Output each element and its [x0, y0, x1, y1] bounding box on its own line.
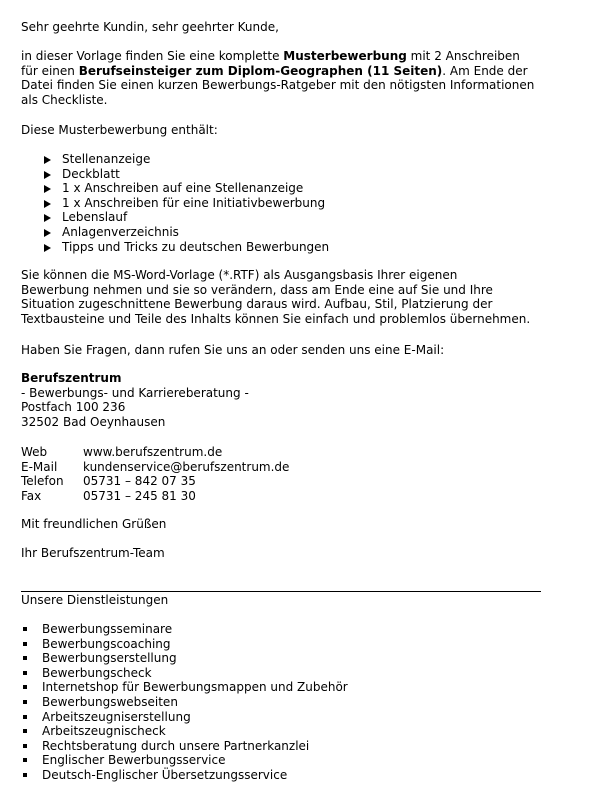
company-tagline: - Bewerbungs- und Karriereberatung - — [21, 385, 249, 400]
usage-paragraph — [21, 268, 530, 326]
intro-line: als Checkliste. — [21, 92, 108, 107]
contact-label: Telefon — [21, 474, 64, 488]
list-item: Deckblatt — [21, 167, 329, 182]
list-item: Tipps und Tricks zu deutschen Bewerbungen — [21, 240, 329, 255]
fax-value: 05731 – 245 81 30 — [83, 488, 196, 503]
list-item: Englischer Bewerbungsservice — [21, 753, 348, 768]
list-item: Arbeitszeugniserstellung — [21, 710, 348, 725]
list-item: Bewerbungscoaching — [21, 637, 348, 652]
company-city: 32502 Bad Oeynhausen — [21, 414, 166, 429]
list-item: Bewerbungswebseiten — [21, 695, 348, 710]
contact-row-web — [21, 445, 289, 460]
list-item: Rechtsberatung durch unsere Partnerkanzlei — [21, 739, 348, 754]
contents-heading: Diese Musterbewerbung enthält: — [21, 123, 218, 137]
list-item: Arbeitszeugnischeck — [21, 724, 348, 739]
email-link[interactable]: kundenservice@berufszentrum.de — [83, 459, 290, 474]
contact-label: E-Mail — [21, 459, 58, 474]
usage-line: Sie können die MS-Word-Vorlage (*.RTF) als Ausgangsbasis Ihrer eigenen — [21, 268, 458, 282]
intro-paragraph — [21, 49, 534, 107]
intro-bold-target: Berufseinsteiger zum Diplom-Geographen (11 Seiten) — [78, 63, 443, 78]
list-item: Lebenslauf — [21, 210, 329, 225]
greeting: Sehr geehrte Kundin, sehr geehrter Kunde, — [21, 20, 279, 34]
intro-line: Datei finden Sie einen kurzen Bewerbungs-Ratgeber mit den nötigsten Informationen — [21, 78, 535, 92]
company-name: Berufszentrum — [21, 371, 122, 385]
web-link[interactable]: www.berufszentrum.de — [83, 445, 223, 459]
intro-text: . Am Ende der — [442, 63, 528, 78]
intro-text: mit 2 Anschreiben — [406, 49, 520, 63]
list-item: Bewerbungscheck — [21, 666, 348, 681]
list-item: 1 x Anschreiben auf eine Stellenanzeige — [21, 181, 329, 196]
list-item: Anlagenverzeichnis — [21, 225, 329, 240]
divider — [21, 591, 541, 592]
closing: Mit freundlichen Grüßen — [21, 517, 167, 531]
list-item: 1 x Anschreiben für eine Initiativbewerbung — [21, 196, 329, 211]
list-item: Stellenanzeige — [21, 152, 329, 167]
contact-label: Fax — [21, 488, 42, 503]
contact-row-phone — [21, 474, 289, 489]
contents-list — [21, 152, 329, 254]
company-street: Postfach 100 236 — [21, 400, 126, 414]
contact-label: Web — [21, 445, 48, 459]
list-item: Deutsch-Englischer Übersetzungsservice — [21, 768, 348, 783]
contact-row-fax — [21, 489, 289, 504]
list-item: Bewerbungsseminare — [21, 622, 348, 637]
usage-line: Textbausteine und Teile des Inhalts können Sie einfach und problemlos übernehmen. — [21, 311, 531, 326]
services-list — [21, 622, 348, 783]
intro-bold-musterbewerbung: Musterbewerbung — [283, 49, 407, 63]
usage-line: Bewerbung nehmen und sie so verändern, dass am Ende eine auf Sie und Ihre — [21, 282, 493, 297]
contact-table — [21, 445, 289, 503]
contact-row-email — [21, 460, 289, 475]
questions-line: Haben Sie Fragen, dann rufen Sie uns an oder senden uns eine E-Mail: — [21, 343, 445, 357]
services-heading: Unsere Dienstleistungen — [21, 593, 169, 607]
intro-text: in dieser Vorlage finden Sie eine komplette — [21, 49, 284, 63]
phone-value: 05731 – 842 07 35 — [83, 474, 196, 488]
list-item: Internetshop für Bewerbungsmappen und Zubehör — [21, 680, 348, 695]
usage-line: Situation zugeschnittene Bewerbung daraus wird. Aufbau, Stil, Platzierung der — [21, 297, 493, 311]
signature: Ihr Berufszentrum-Team — [21, 546, 165, 560]
company-address — [21, 371, 249, 429]
intro-text: für einen — [21, 63, 79, 78]
list-item: Bewerbungserstellung — [21, 651, 348, 666]
